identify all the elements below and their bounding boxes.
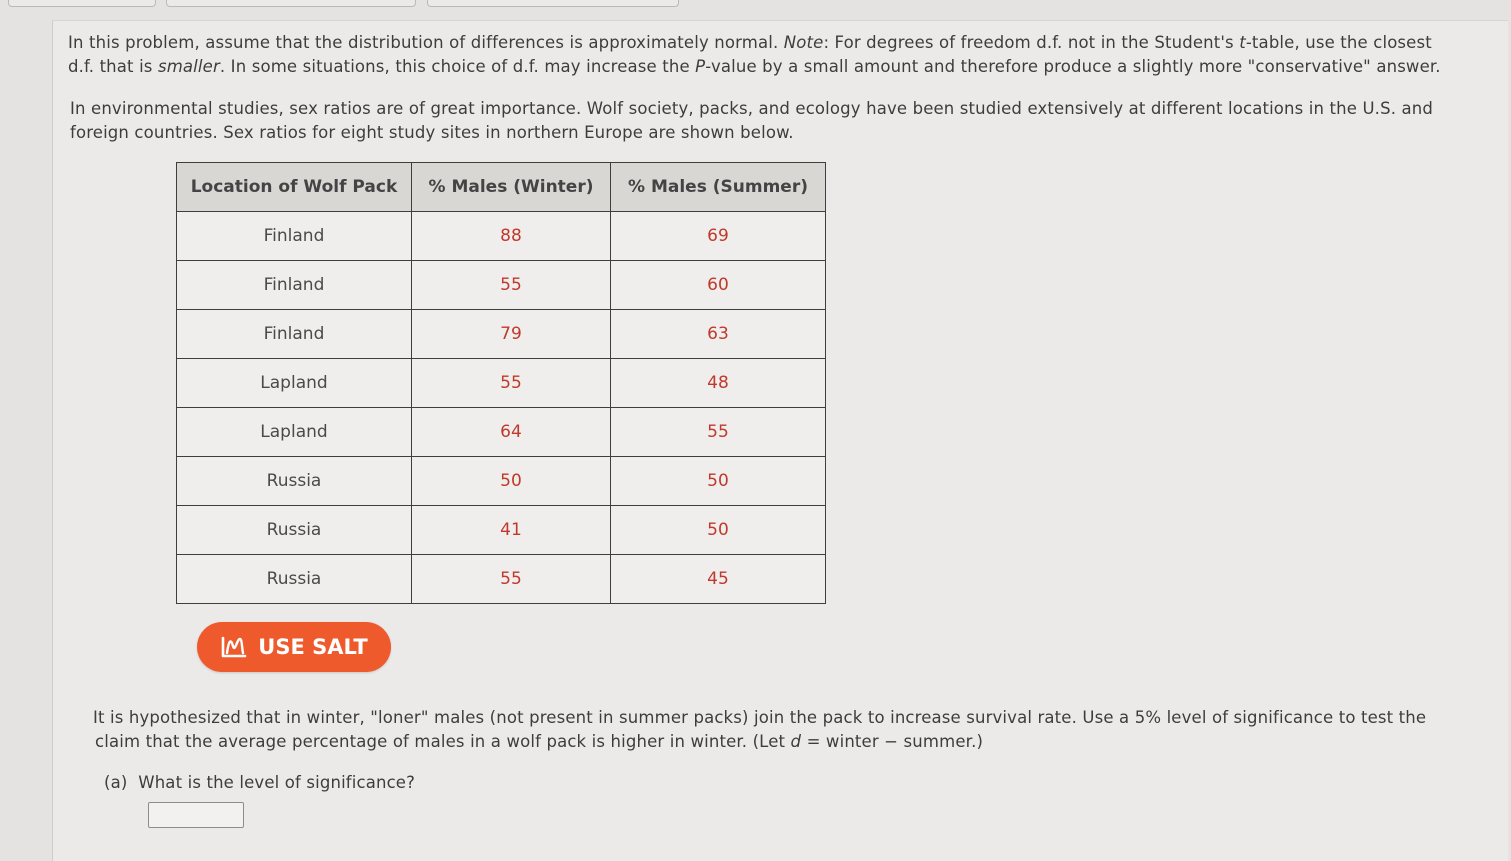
cell-winter: 41: [412, 506, 611, 555]
cell-summer: 45: [611, 555, 826, 604]
cell-winter: 50: [412, 457, 611, 506]
cell-summer: 69: [611, 212, 826, 261]
top-tab-2[interactable]: [166, 0, 416, 7]
intro-paragraph-line1: In this problem, assume that the distribution of differences is approximately normal. Note: For degrees of freedom d.f. not in the Student's t-table, use the closest: [68, 33, 1432, 52]
cell-winter: 55: [412, 359, 611, 408]
table-row: [177, 212, 826, 261]
table-row: [177, 359, 826, 408]
cell-winter: 79: [412, 310, 611, 359]
cell-winter: 55: [412, 555, 611, 604]
cell-winter: 64: [412, 408, 611, 457]
table-row: [177, 506, 826, 555]
cell-winter: 55: [412, 261, 611, 310]
header-winter: % Males (Winter): [412, 163, 611, 212]
context-paragraph-line2: foreign countries. Sex ratios for eight study sites in northern Europe are shown below.: [70, 123, 794, 142]
cell-location: Russia: [177, 506, 412, 555]
table-row: [177, 261, 826, 310]
cell-summer: 55: [611, 408, 826, 457]
use-salt-label: USE SALT: [258, 635, 368, 659]
header-location: Location of Wolf Pack: [177, 163, 412, 212]
significance-answer-input[interactable]: [148, 802, 244, 828]
table-header-row: [177, 163, 826, 212]
cell-summer: 63: [611, 310, 826, 359]
cell-location: Lapland: [177, 408, 412, 457]
cell-location: Finland: [177, 261, 412, 310]
cell-summer: 50: [611, 457, 826, 506]
question-a-label: (a): [104, 773, 128, 792]
table-row: [177, 555, 826, 604]
cell-summer: 60: [611, 261, 826, 310]
table-row: [177, 310, 826, 359]
cell-location: Russia: [177, 555, 412, 604]
top-tab-1[interactable]: [8, 0, 156, 7]
header-summer: % Males (Summer): [611, 163, 826, 212]
table-row: [177, 408, 826, 457]
cell-summer: 50: [611, 506, 826, 555]
cell-location: Russia: [177, 457, 412, 506]
cell-winter: 88: [412, 212, 611, 261]
cell-location: Finland: [177, 310, 412, 359]
hypothesis-line2: claim that the average percentage of males in a wolf pack is higher in winter. (Let d = winter − summer.): [95, 732, 984, 751]
question-a: [104, 771, 415, 795]
intro-paragraph-line2: d.f. that is smaller. In some situations, this choice of d.f. may increase the P-value by a small amount and therefore produce a slightly more "conservative" answer.: [68, 57, 1441, 76]
question-a-text: What is the level of significance?: [138, 773, 416, 792]
wolf-sex-ratio-table: [176, 162, 826, 604]
top-tab-3[interactable]: [427, 0, 679, 7]
cell-location: Lapland: [177, 359, 412, 408]
cell-summer: 48: [611, 359, 826, 408]
hypothesis-line1: It is hypothesized that in winter, "loner" males (not present in summer packs) join the pack to increase survival rate. Use a 5% level of significance to test the: [93, 708, 1427, 727]
cell-location: Finland: [177, 212, 412, 261]
context-paragraph-line1: In environmental studies, sex ratios are of great importance. Wolf society, packs, and ecology have been studied extensively at different locations in the U.S. and: [70, 99, 1433, 118]
table-row: [177, 457, 826, 506]
use-salt-button[interactable]: [197, 622, 391, 672]
salt-logo-icon: [220, 635, 248, 659]
